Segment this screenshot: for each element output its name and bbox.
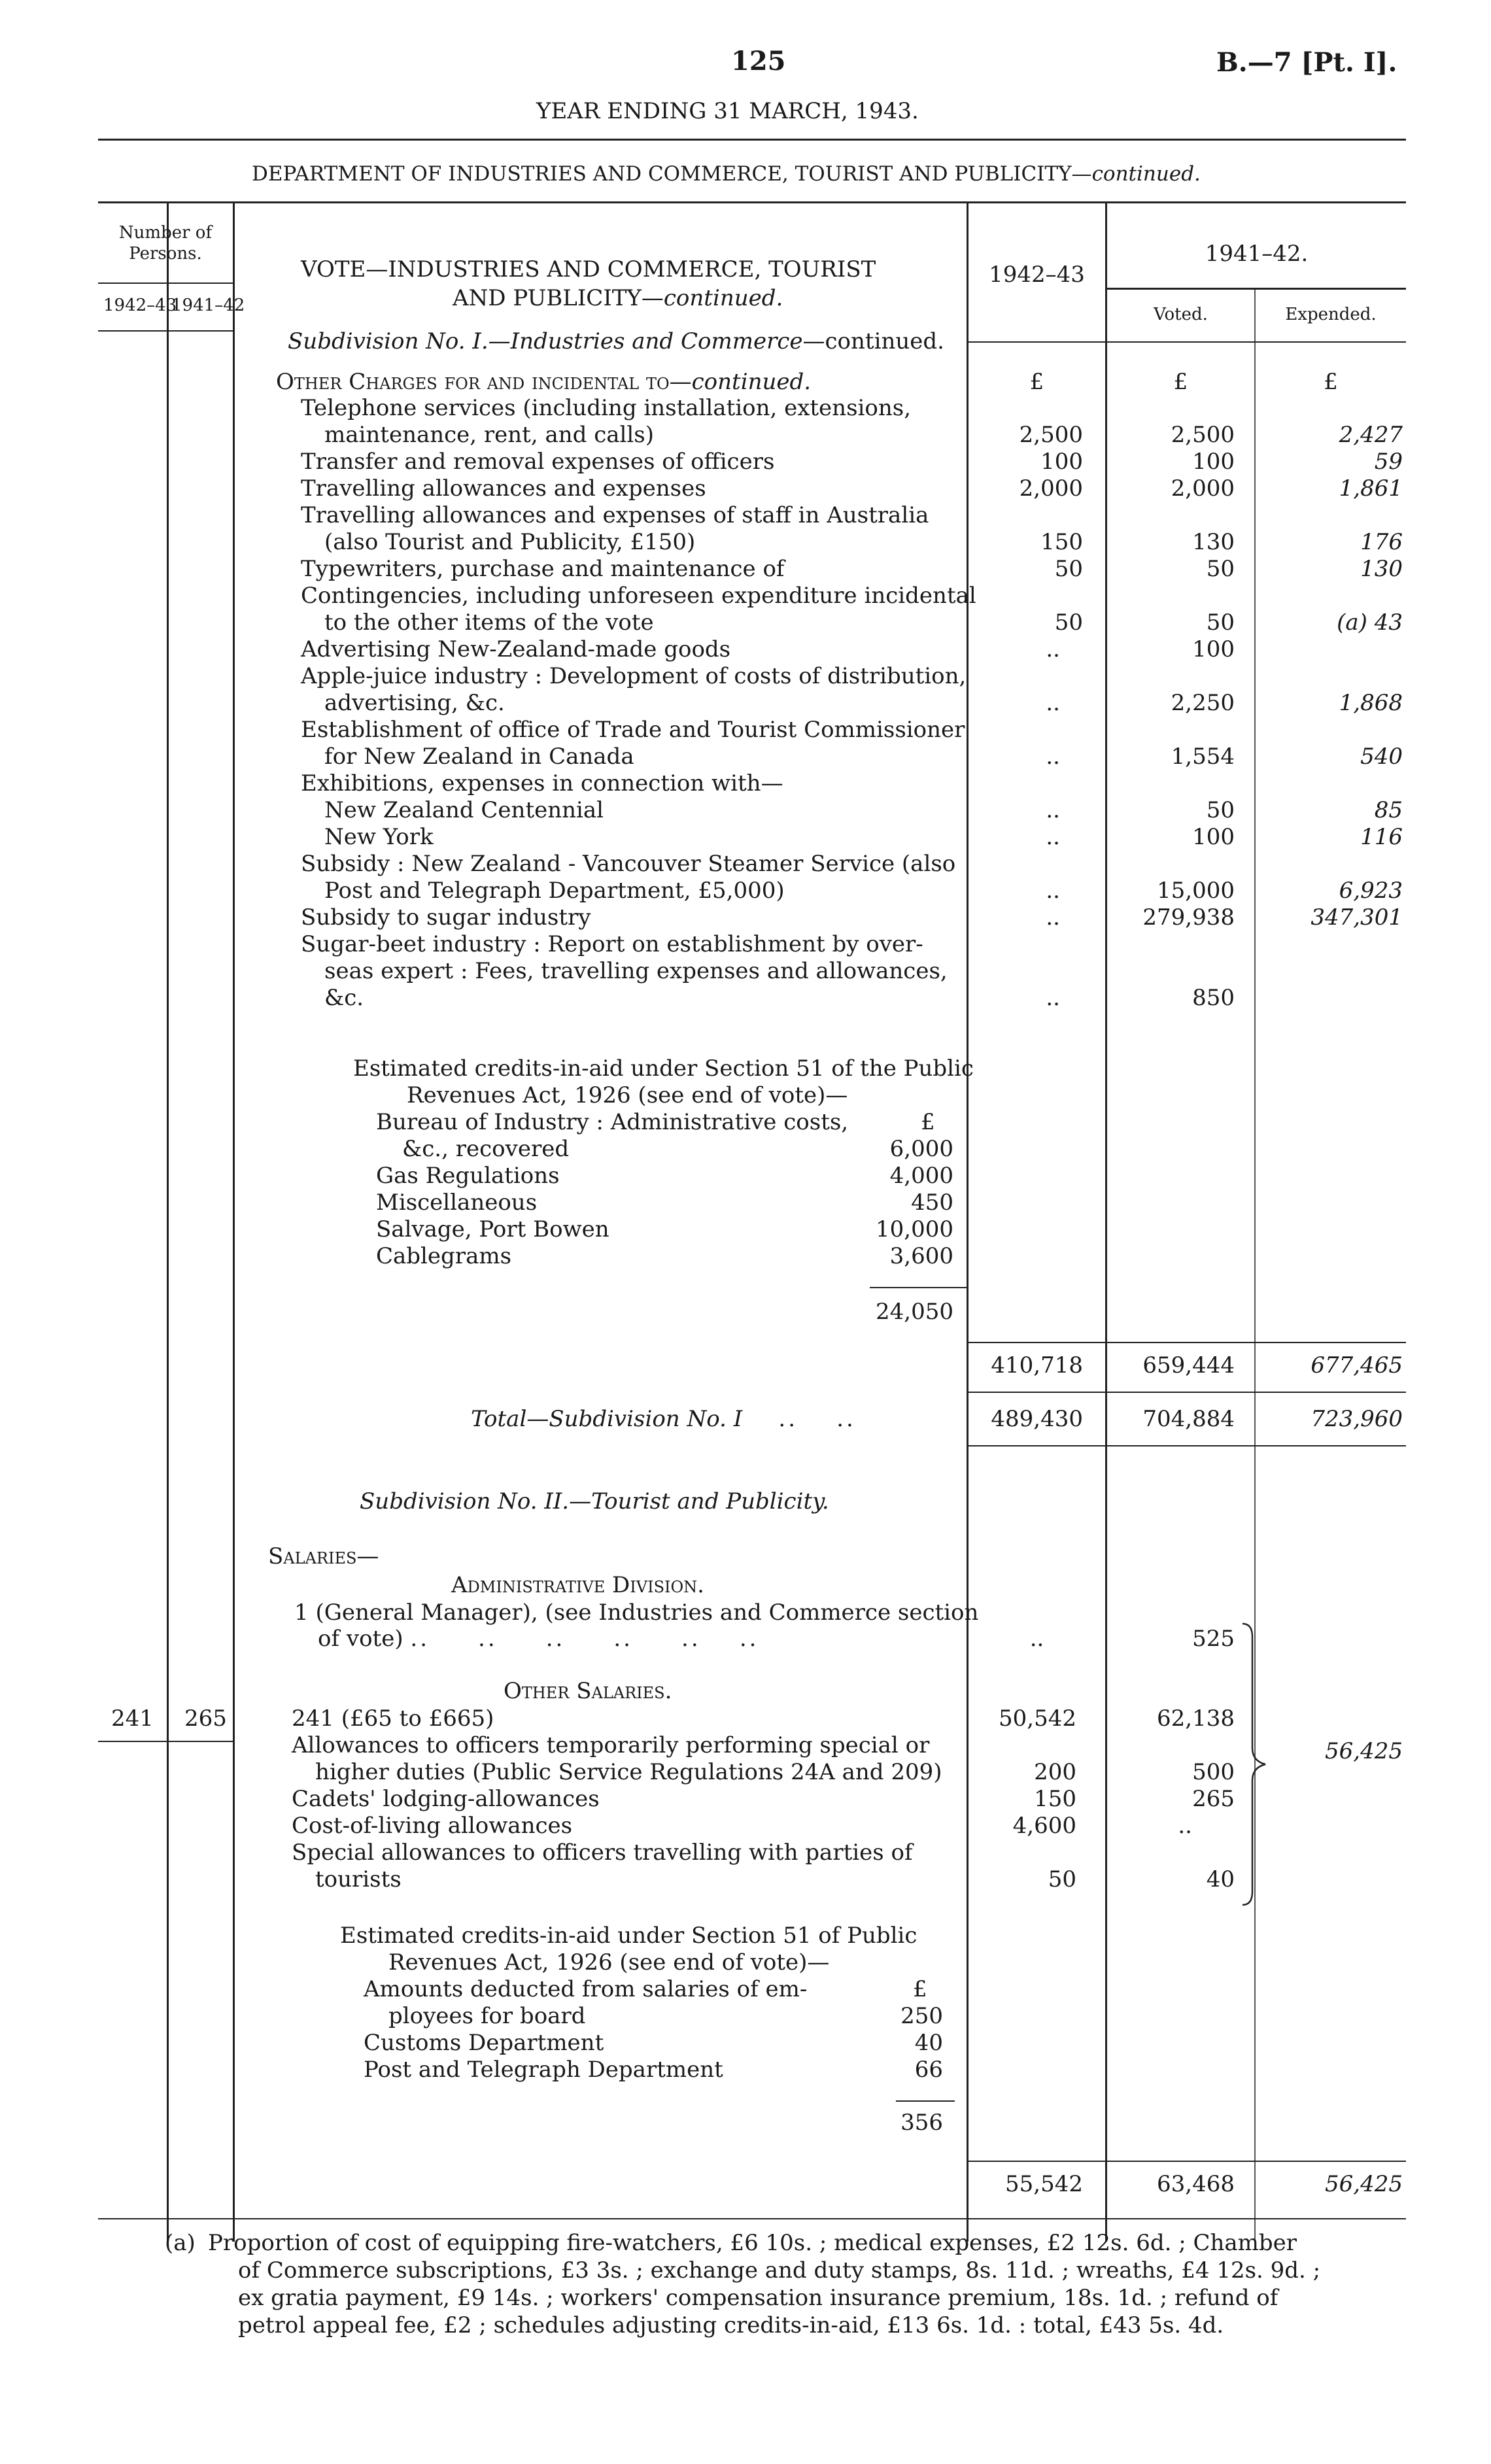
value-expended: 85 <box>1374 797 1403 823</box>
expense-item-line: Telephone services (including installation, extensions, <box>301 395 912 421</box>
value-voted: 100 <box>1192 449 1235 475</box>
subdivision-1-title: Subdivision No. I.—Industries and Commerce— <box>288 328 825 354</box>
value-voted: 2,500 <box>1171 422 1235 448</box>
value-expended: 6,923 <box>1339 878 1403 904</box>
credit-item-line: ployees for board <box>388 2003 586 2029</box>
footnote-marker: (a) <box>165 2230 196 2256</box>
expense-item-line: Subsidy to sugar industry <box>301 904 591 931</box>
value-voted: 265 <box>1192 1786 1235 1812</box>
credit-amount: 10,000 <box>876 1216 953 1242</box>
credit-amount: 40 <box>914 2030 943 2056</box>
value-1942: 200 <box>1034 1759 1076 1785</box>
department-continued: continued. <box>1091 162 1201 186</box>
dot-leader: .. .. <box>749 1406 856 1432</box>
expense-item-line: Transfer and removal expenses of officers <box>301 449 775 475</box>
credits-pound: £ <box>913 1976 927 2002</box>
total-sub1-voted: 704,884 <box>1142 1406 1235 1432</box>
col-1941-header: 1941–42. <box>1205 241 1309 267</box>
expense-item-line: to the other items of the vote <box>324 609 654 636</box>
persons-1942-header: 1942–43 <box>103 296 177 315</box>
value-expended: 116 <box>1360 824 1403 850</box>
vote-title-continued: continued. <box>663 285 783 311</box>
value-1942: .. <box>1046 985 1060 1011</box>
persons-1942-value: 241 <box>111 1705 154 1732</box>
vote-title-line1: VOTE—INDUSTRIES AND COMMERCE, TOURIST <box>301 256 876 282</box>
expense-item-line: Travelling allowances and expenses <box>301 475 706 502</box>
vote-title-line2 <box>453 285 783 311</box>
subtotal-expended: 677,465 <box>1311 1352 1403 1378</box>
credit-item-line: Salvage, Port Bowen <box>376 1216 609 1242</box>
expense-item-line: New York <box>324 824 434 850</box>
credit-item-line: Post and Telegraph Department <box>364 2057 723 2083</box>
expense-item-line: seas expert : Fees, travelling expenses and allowances, <box>324 958 948 984</box>
subdivision-2-heading: Subdivision No. II.—Tourist and Publicity. <box>360 1488 829 1514</box>
value-1942: 50 <box>1054 556 1083 582</box>
department-heading <box>252 162 1201 186</box>
credit-amount: 6,000 <box>889 1136 953 1162</box>
other-charges-title: Other Charges for and incidental to— <box>276 369 692 395</box>
expense-item-line: Subsidy : New Zealand - Vancouver Steamer Service (also <box>301 851 956 877</box>
expense-item-line: advertising, &c. <box>324 690 505 716</box>
admin-voted: 525 <box>1192 1626 1235 1652</box>
credit-amount: 66 <box>914 2057 943 2083</box>
value-voted: 1,554 <box>1171 744 1235 770</box>
subdivision-1-heading <box>288 328 944 354</box>
credit-item-line: &c., recovered <box>402 1136 570 1162</box>
value-expended: 347,301 <box>1311 904 1403 931</box>
value-expended: 2,427 <box>1339 422 1403 448</box>
value-voted: 15,000 <box>1157 878 1235 904</box>
credit-item-line: Amounts deducted from salaries of em- <box>364 1976 808 2002</box>
expense-item-line: Exhibitions, expenses in connection with— <box>301 770 783 796</box>
expense-item-line: for New Zealand in Canada <box>324 744 634 770</box>
value-1942: 50 <box>1054 609 1083 636</box>
value-1942: .. <box>1046 690 1060 716</box>
value-expended: 1,861 <box>1339 475 1403 502</box>
value-1942: 150 <box>1034 1786 1076 1812</box>
credit-amount: 250 <box>900 2003 943 2029</box>
value-voted: 279,938 <box>1142 904 1235 931</box>
vote-title-text: AND PUBLICITY— <box>453 285 664 311</box>
value-voted: 50 <box>1206 609 1235 636</box>
credit-amount: 450 <box>911 1189 953 1216</box>
credits-intro-line: Estimated credits-in-aid under Section 51 of Public <box>340 1923 917 1949</box>
expense-item-line: Sugar-beet industry : Report on establishment by over- <box>301 931 923 957</box>
value-1942: 2,500 <box>1019 422 1083 448</box>
value-1942: .. <box>1046 636 1060 662</box>
salary-item-line: Special allowances to officers travelling with parties of <box>292 1839 913 1866</box>
value-1942: .. <box>1046 824 1060 850</box>
total-sub2-expended: 56,425 <box>1325 2171 1403 2197</box>
salary-item-line: 241 (£65 to £665) <box>292 1705 494 1732</box>
value-1942: 2,000 <box>1019 475 1083 502</box>
value-voted: 2,000 <box>1171 475 1235 502</box>
value-voted: 500 <box>1192 1759 1235 1785</box>
expense-item-line: (also Tourist and Publicity, £150) <box>324 529 696 555</box>
salaries-heading: Salaries— <box>268 1543 379 1569</box>
expense-item-line: Establishment of office of Trade and Tourist Commissioner <box>301 717 965 743</box>
footnote-line-2: of Commerce subscriptions, £3 3s. ; exchange and duty stamps, 8s. 11d. ; wreaths, £4 12s. 9d. ; <box>238 2257 1321 2284</box>
value-voted: 50 <box>1206 556 1235 582</box>
other-charges-continued: continued. <box>691 369 812 395</box>
value-1942: 50,542 <box>999 1705 1076 1732</box>
value-expended: 1,868 <box>1339 690 1403 716</box>
other-charges-heading <box>276 369 811 395</box>
value-1942: .. <box>1046 744 1060 770</box>
salary-item-line: Allowances to officers temporarily performing special or <box>292 1732 930 1758</box>
credit-item-line: Customs Department <box>364 2030 604 2056</box>
credits-pound: £ <box>921 1109 935 1135</box>
value-expended: 59 <box>1374 449 1403 475</box>
admin-line-2-text: of vote) <box>318 1626 403 1652</box>
value-voted: 850 <box>1192 985 1235 1011</box>
page-number: 125 <box>731 46 786 77</box>
pound-col-a: £ <box>1029 369 1044 395</box>
footnote-line-4: petrol appeal fee, £2 ; schedules adjusting credits-in-aid, £13 6s. 1d. : total, £43 5s. 4d. <box>238 2312 1224 2338</box>
persons-1941-value: 265 <box>184 1705 227 1732</box>
value-1942: 100 <box>1040 449 1083 475</box>
subdivision-1-continued: continued. <box>825 328 944 354</box>
bracket-brace <box>1239 1620 1318 1908</box>
expended-header: Expended. <box>1285 305 1377 324</box>
admin-division-heading: Administrative Division. <box>451 1572 704 1598</box>
value-1942: .. <box>1046 878 1060 904</box>
salary-item-line: Cadets' lodging-allowances <box>292 1786 600 1812</box>
credits-intro-line: Revenues Act, 1926 (see end of vote)— <box>388 1949 830 1976</box>
admin-line-1: 1 (General Manager), (see Industries and Commerce section <box>294 1600 979 1626</box>
expense-item-line: Travelling allowances and expenses of staff in Australia <box>301 502 929 528</box>
value-voted: .. <box>1178 1813 1192 1839</box>
total-sub1-text: Total—Subdivision No. I <box>471 1406 743 1432</box>
value-voted: 100 <box>1192 636 1235 662</box>
salary-item-line: tourists <box>315 1866 402 1892</box>
salary-item-line: Cost-of-living allowances <box>292 1813 573 1839</box>
total-sub2-1942: 55,542 <box>1005 2171 1083 2197</box>
value-expended: (a) 43 <box>1337 609 1403 636</box>
subtotal-voted: 659,444 <box>1142 1352 1235 1378</box>
credit-item-line: Cablegrams <box>376 1243 512 1269</box>
footnote-line-1: Proportion of cost of equipping fire-watchers, £6 10s. ; medical expenses, £2 12s. 6d. ; Chamber <box>208 2230 1297 2256</box>
expense-item-line: Contingencies, including unforeseen expenditure incidental <box>301 583 976 609</box>
total-sub1-1942: 489,430 <box>991 1406 1083 1432</box>
admin-1942: .. <box>1029 1626 1044 1652</box>
pound-col-c: £ <box>1324 369 1338 395</box>
department-title: DEPARTMENT OF INDUSTRIES AND COMMERCE, TOURIST AND PUBLICITY— <box>252 162 1092 186</box>
value-1942: 150 <box>1040 529 1083 555</box>
total-sub1-label <box>471 1406 856 1432</box>
credits-total: 24,050 <box>876 1299 953 1325</box>
total-sub2-voted: 63,468 <box>1157 2171 1235 2197</box>
credits-total: 356 <box>900 2110 943 2136</box>
value-1942: .. <box>1046 904 1060 931</box>
value-voted: 50 <box>1206 797 1235 823</box>
value-expended: 176 <box>1360 529 1403 555</box>
salary-item-line: higher duties (Public Service Regulations 24A and 209) <box>315 1759 942 1785</box>
value-expended: 540 <box>1360 744 1403 770</box>
value-1942: .. <box>1046 797 1060 823</box>
value-voted: 100 <box>1192 824 1235 850</box>
credits-intro-line: Estimated credits-in-aid under Section 51 of the Public <box>353 1055 974 1082</box>
pound-col-b: £ <box>1173 369 1188 395</box>
dot-leader: .. .. .. .. .. .. <box>410 1626 759 1652</box>
footnote-line-3: ex gratia payment, £9 14s. ; workers' compensation insurance premium, 18s. 1d. ; refund of <box>238 2285 1278 2311</box>
value-voted: 130 <box>1192 529 1235 555</box>
col-1942-header: 1942–43 <box>989 262 1085 288</box>
expense-item-line: Post and Telegraph Department, £5,000) <box>324 878 785 904</box>
expense-item-line: &c. <box>324 985 364 1011</box>
expense-item-line: maintenance, rent, and calls) <box>324 422 654 448</box>
expense-item-line: Apple-juice industry : Development of costs of distribution, <box>301 663 967 689</box>
other-salaries-heading: Other Salaries. <box>504 1678 672 1704</box>
subtotal-1942: 410,718 <box>991 1352 1083 1378</box>
value-1942: 50 <box>1048 1866 1076 1892</box>
value-expended: 130 <box>1360 556 1403 582</box>
credit-item-line: Miscellaneous <box>376 1189 538 1216</box>
value-voted: 62,138 <box>1157 1705 1235 1732</box>
document-reference: B.—7 [Pt. I]. <box>1216 47 1397 78</box>
expense-item-line: Advertising New-Zealand-made goods <box>301 636 731 662</box>
total-sub1-expended: 723,960 <box>1311 1406 1403 1432</box>
persons-header: Number of Persons. <box>118 223 213 264</box>
persons-1941-header: 1941–42 <box>171 296 245 315</box>
value-voted: 40 <box>1206 1866 1235 1892</box>
credits-intro-line: Revenues Act, 1926 (see end of vote)— <box>407 1082 848 1108</box>
credit-item-line: Bureau of Industry : Administrative costs, <box>376 1109 849 1135</box>
credit-amount: 4,000 <box>889 1163 953 1189</box>
value-voted: 2,250 <box>1171 690 1235 716</box>
expense-item-line: Typewriters, purchase and maintenance of <box>301 556 785 582</box>
value-1942: 4,600 <box>1012 1813 1076 1839</box>
expense-item-line: New Zealand Centennial <box>324 797 604 823</box>
voted-header: Voted. <box>1154 305 1208 324</box>
bracket-expended-value: 56,425 <box>1325 1738 1403 1764</box>
credit-item-line: Gas Regulations <box>376 1163 560 1189</box>
year-heading: YEAR ENDING 31 MARCH, 1943. <box>536 98 919 124</box>
credit-amount: 3,600 <box>889 1243 953 1269</box>
admin-line-2 <box>318 1626 759 1652</box>
